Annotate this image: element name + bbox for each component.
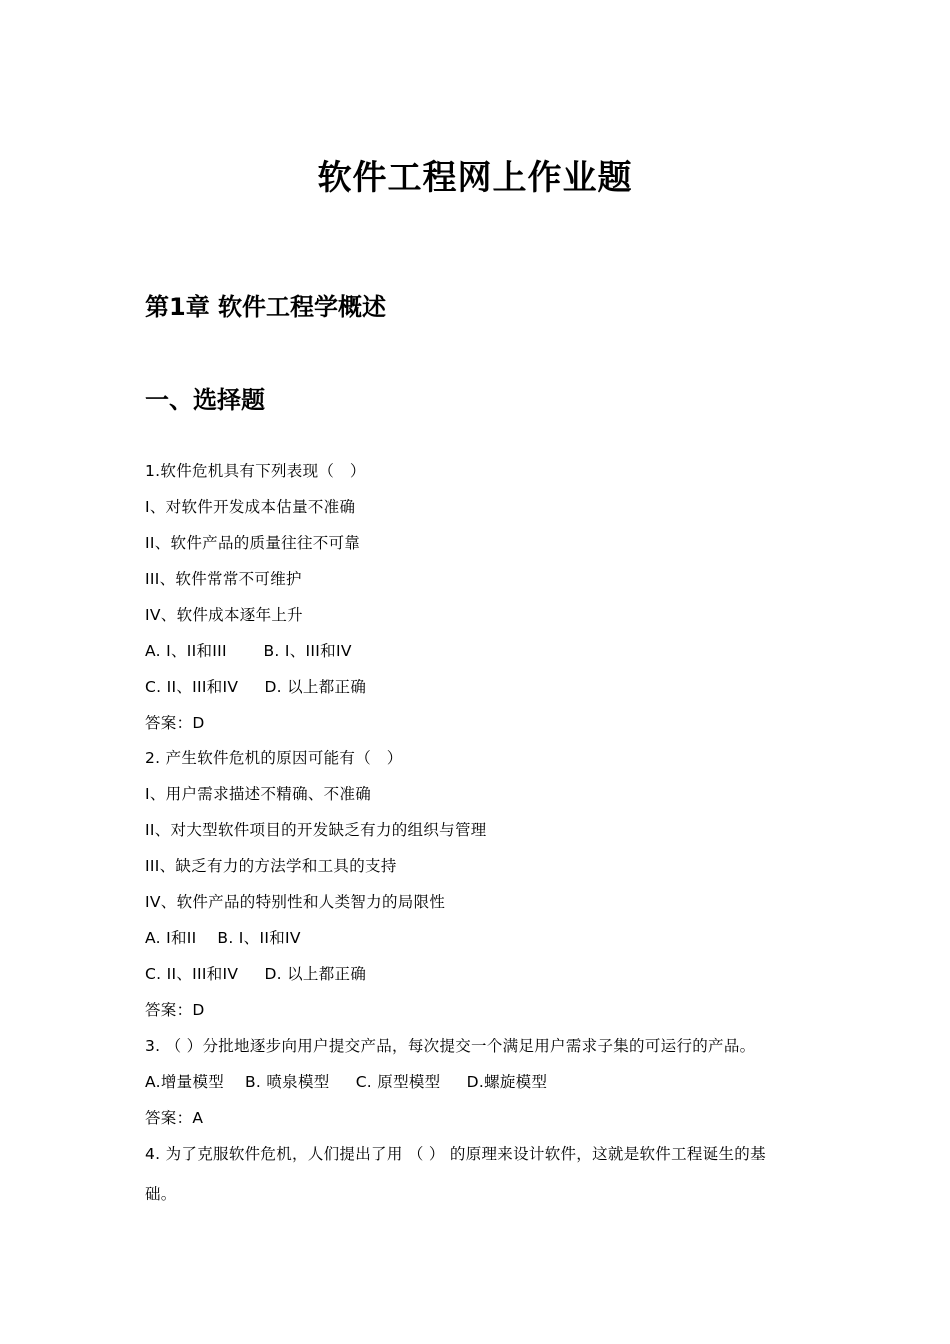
question-4-continued: 础。 bbox=[145, 1185, 177, 1203]
question-1: 1.软件危机具有下列表现（ ） bbox=[145, 462, 366, 480]
question-1-item-2: II、软件产品的质量往往不可靠 bbox=[145, 534, 361, 552]
document-title: 软件工程网上作业题 bbox=[317, 158, 633, 198]
question-3-options: A.增量模型 B. 喷泉模型 C. 原型模型 D.螺旋模型 bbox=[145, 1073, 548, 1091]
question-1-item-4: IV、软件成本逐年上升 bbox=[145, 606, 303, 624]
question-1-item-3: III、软件常常不可维护 bbox=[145, 570, 302, 588]
question-3-answer: 答案：A bbox=[145, 1109, 204, 1127]
question-2-item-4: IV、软件产品的特别性和人类智力的局限性 bbox=[145, 893, 446, 911]
question-2-answer: 答案：D bbox=[145, 1001, 205, 1019]
question-1-options-ab: A. I、II和III B. I、III和IV bbox=[145, 642, 352, 660]
question-2: 2. 产生软件危机的原因可能有（ ） bbox=[145, 749, 403, 767]
question-4: 4. 为了克服软件危机，人们提出了用 （ ） 的原理来设计软件，这就是软件工程诞生的基 bbox=[145, 1145, 766, 1163]
question-2-options-cd: C. II、III和IV D. 以上都正确 bbox=[145, 965, 367, 983]
question-2-item-3: III、缺乏有力的方法学和工具的支持 bbox=[145, 857, 397, 875]
question-1-item-1: I、对软件开发成本估量不准确 bbox=[145, 498, 356, 516]
chapter-heading: 第1章 软件工程学概述 bbox=[145, 293, 387, 321]
question-1-options-cd: C. II、III和IV D. 以上都正确 bbox=[145, 678, 367, 696]
section-heading: 一、选择题 bbox=[145, 386, 265, 414]
question-2-options-ab: A. I和II B. I、II和IV bbox=[145, 929, 301, 947]
question-1-answer: 答案：D bbox=[145, 714, 205, 732]
question-2-item-1: I、用户需求描述不精确、不准确 bbox=[145, 785, 372, 803]
question-2-item-2: II、对大型软件项目的开发缺乏有力的组织与管理 bbox=[145, 821, 487, 839]
question-3: 3. （ ）分批地逐步向用户提交产品，每次提交一个满足用户需求子集的可运行的产品。 bbox=[145, 1037, 756, 1055]
